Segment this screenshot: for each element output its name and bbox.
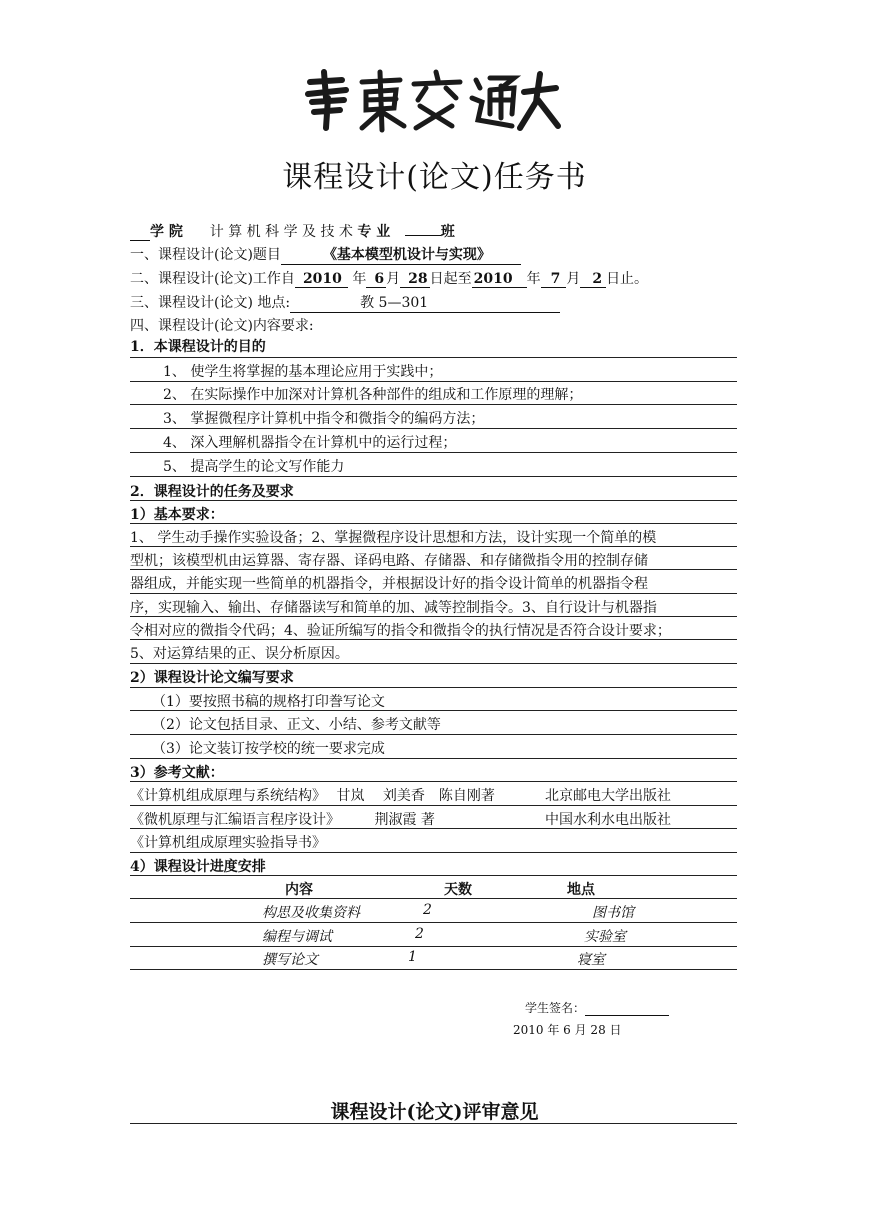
ref-publisher: 北京邮电大学出版社 [545,788,671,804]
time-mid: 日起至 [429,271,472,287]
rule [130,781,737,782]
schedule-content: 构思及收集资料 [262,905,360,921]
rule [130,687,737,688]
ref-title: 《计算机组成原理实验指导书》 [130,835,326,851]
end-day: 2 [580,271,606,288]
purpose-item: 2、 在实际操作中加深对计算机各种部件的组成和工作原理的理解； [163,387,583,403]
rule [130,1123,737,1124]
schedule-days: 2 [415,926,424,942]
year-label-2: 年 [526,271,541,287]
ref-title: 《微机原理与汇编语言程序设计》 [130,812,340,828]
schedule-place: 寝室 [577,952,605,968]
paper-item: （1）要按照书稿的规格打印誊写论文 [152,694,385,710]
rule [130,734,737,735]
basic-line: 1、 学生动手操作实验设备；2、掌握微程序设计思想和方法，设计实现一个简单的模 [130,530,657,546]
university-logo [300,68,562,134]
schedule-col-place: 地点 [567,882,595,898]
time-line [130,268,648,288]
basic-line: 5、对运算结果的正、误分析原因。 [130,646,349,662]
rule [130,593,737,594]
paper-heading: 2）课程设计论文编写要求 [130,670,294,686]
tasks-heading: 2．课程设计的任务及要求 [130,484,294,500]
basic-heading: 1）基本要求： [130,507,224,523]
schedule-heading: 4）课程设计进度安排 [130,859,266,875]
signature-date: 2010 年 6 月 28 日 [513,1023,622,1037]
rule [130,639,737,640]
rule [130,922,737,923]
end-year: 2010 [472,271,527,288]
rule [130,523,737,524]
rule [130,898,737,899]
rule [130,500,737,501]
rule [130,663,737,664]
paper-item: （3）论文装订按学校的统一要求完成 [152,741,385,757]
major-value: 计 算 机 科 学 及 技 术 [209,224,353,240]
schedule-days: 2 [423,902,432,918]
purpose-item: 3、 掌握微程序计算机中指令和微指令的编码方法； [163,411,485,427]
rule [130,546,737,547]
rule [130,946,737,947]
purpose-item: 1、 使学生将掌握的基本理论应用于实践中； [163,364,443,380]
place-value: 教 5—301 [360,295,429,311]
place-line [130,292,560,313]
rule [130,357,737,358]
start-month: 6 [366,271,386,288]
rule [130,875,737,876]
purpose-item: 5、 提高学生的论文写作能力 [163,459,345,475]
rule [130,404,737,405]
basic-line: 序，实现输入、输出、存储器读写和简单的加、减等控制指令。3、自行设计与机器指 [130,600,657,616]
ref-authors: 甘岚 刘美香 陈自刚著 [336,788,495,804]
signature-label: 学生签名： [525,1001,586,1015]
ref-title: 《计算机组成原理与系统结构》 [130,788,326,804]
basic-line: 型机；该模型机由运算器、寄存器、译码电路、存储器、和存储微指令用的控制存储 [130,553,648,569]
topic-line [130,244,521,265]
year-label: 年 [352,271,367,287]
reference-item [130,785,671,805]
time-prefix: 二、课程设计(论文)工作自 [130,271,295,287]
schedule-col-days: 天数 [444,882,472,898]
rule [130,805,737,806]
purpose-heading: 1．本课程设计的目的 [130,339,266,355]
ref-authors: 荆淑霞 著 [374,812,435,828]
start-year: 2010 [295,271,348,288]
end-month: 7 [541,271,567,288]
rule [130,758,737,759]
refs-heading: 3）参考文献： [130,765,224,781]
rule [130,616,737,617]
place-label: 三、课程设计(论文) 地点: [130,295,291,311]
reference-item [130,809,671,829]
topic-label: 一、课程设计(论文)题目 [130,247,281,263]
schedule-content: 编程与调试 [262,929,332,945]
basic-line: 器组成，并能实现一些简单的机器指令，并根据设计好的指令设计简单的机器指令程 [130,576,648,592]
rule [130,710,737,711]
basic-line: 令相对应的微指令代码；4、验证所编写的指令和微指令的执行情况是否符合设计要求； [130,623,671,639]
class-label: 班 [440,224,455,240]
reference-item [130,832,326,852]
purpose-item: 4、 深入理解机器指令在计算机中的运行过程； [163,435,457,451]
schedule-content: 撰写论文 [262,952,318,968]
rule [130,828,737,829]
header-line [130,221,455,241]
rule [130,852,737,853]
paper-item: （2）论文包括目录、正文、小结、参考文献等 [152,717,441,733]
document-title: 课程设计(论文)任务书 [282,160,587,195]
ref-publisher: 中国水利水电出版社 [545,812,671,828]
schedule-col-content: 内容 [285,882,313,898]
rule [130,969,737,970]
rule [130,452,737,453]
start-day: 28 [400,271,429,288]
review-title: 课程设计(论文)评审意见 [330,1101,539,1123]
schedule-days: 1 [408,949,417,965]
time-end-suffix: 日止。 [606,271,649,287]
rule [130,569,737,570]
major-label: 专 业 [357,224,391,240]
month-label-2: 月 [566,271,581,287]
content-label: 四、课程设计(论文)内容要求: [130,318,314,334]
college-label: 学 院 [150,224,183,240]
schedule-place: 实验室 [584,929,626,945]
topic-value: 《基本模型机设计与实现》 [322,247,491,263]
signature-line [525,999,669,1016]
schedule-place: 图书馆 [592,905,634,921]
rule [130,476,737,477]
signature-field[interactable] [585,1003,669,1016]
rule [130,428,737,429]
month-label: 月 [386,271,401,287]
rule [130,381,737,382]
